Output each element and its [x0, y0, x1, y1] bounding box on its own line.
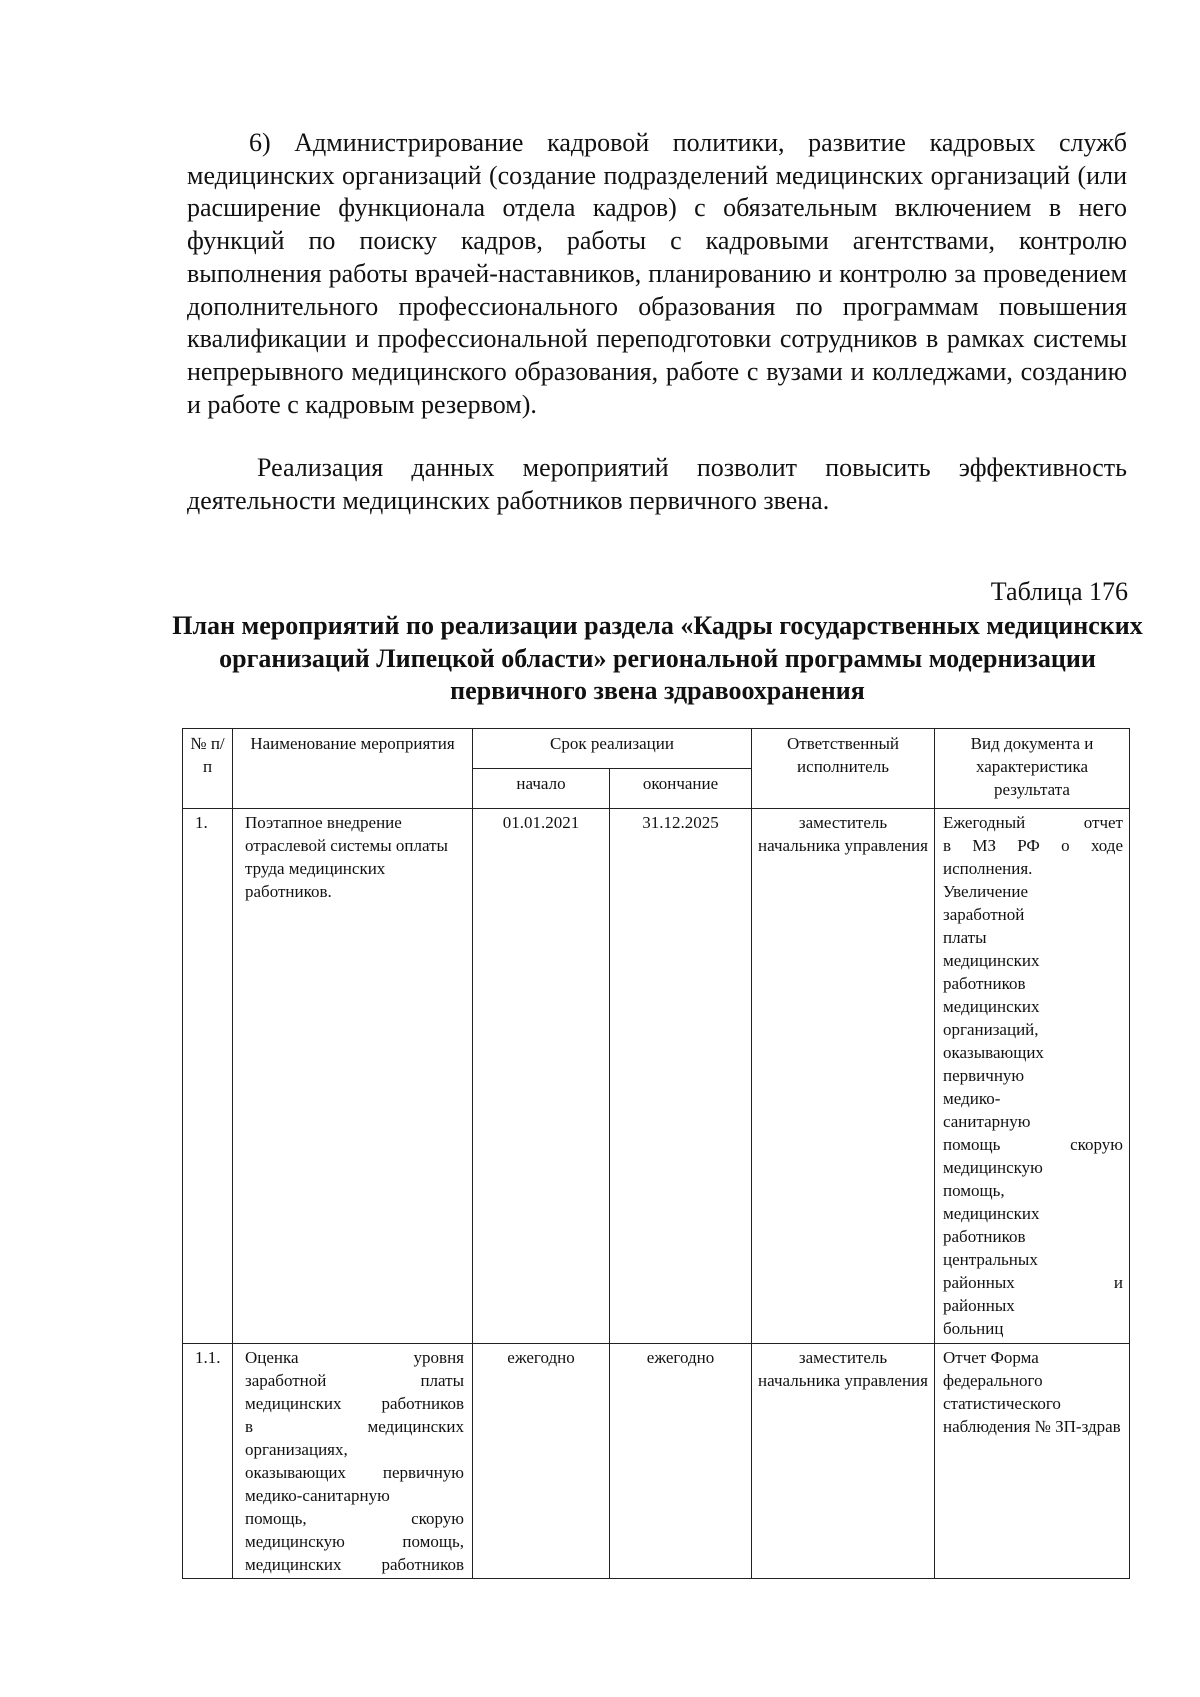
row-responsible: заместитель начальника управления: [752, 1344, 935, 1579]
header-start: начало: [473, 769, 610, 809]
result-line: районных: [943, 1296, 1015, 1315]
result-line: помощь скорую: [943, 1135, 1123, 1154]
header-period: Срок реализации: [473, 729, 752, 769]
row-responsible: заместитель начальника управления: [752, 809, 935, 1344]
name-line: в медицинских: [245, 1417, 464, 1436]
header-name: Наименование мероприятия: [233, 729, 473, 809]
plan-table: [182, 728, 1130, 1579]
header-result: Вид документа и характеристика результата: [935, 729, 1130, 809]
row-result: Отчет Форма федерального статистического наблюдения № ЗП-здрав: [935, 1344, 1130, 1579]
result-line: медицинскую: [943, 1158, 1043, 1177]
row-result: [935, 809, 1130, 1344]
name-line: медицинских работников: [245, 1394, 464, 1413]
name-line: заработной платы: [245, 1371, 464, 1390]
name-line: медицинских работников: [245, 1555, 464, 1574]
result-line: санитарную: [943, 1112, 1031, 1131]
name-line: медико-санитарную: [245, 1486, 390, 1505]
row-num: 1.: [183, 809, 233, 1344]
result-line: исполнения.: [943, 859, 1033, 878]
header-end: окончание: [610, 769, 752, 809]
table-label: Таблица 176: [990, 577, 1128, 606]
result-line: первичную: [943, 1066, 1025, 1085]
result-line: платы: [943, 928, 987, 947]
table-row: [183, 809, 1130, 1344]
row-start: 01.01.2021: [473, 809, 610, 1344]
result-line: медицинских: [943, 1204, 1040, 1223]
result-line: районных и: [943, 1273, 1123, 1292]
result-line: медико-: [943, 1089, 1001, 1108]
header-responsible: Ответственный исполнитель: [752, 729, 935, 809]
table-header-row: [183, 729, 1130, 769]
result-line: работников: [943, 1227, 1026, 1246]
result-line: Ежегодный отчет: [943, 813, 1123, 832]
row-name: [233, 1344, 473, 1579]
row-num: 1.1.: [183, 1344, 233, 1579]
name-line: помощь, скорую: [245, 1509, 464, 1528]
table-title: План мероприятий по реализации раздела «Кадры государственных медицинских организаций Липецкой области» региональной программы модернизации первичного звена здравоохранения: [172, 611, 1143, 705]
result-line: заработной: [943, 905, 1025, 924]
result-line: больниц: [943, 1319, 1004, 1338]
result-line: в МЗ РФ о ходе: [943, 836, 1123, 855]
result-line: оказывающих: [943, 1043, 1044, 1062]
name-line: оказывающих первичную: [245, 1463, 464, 1482]
result-line: центральных: [943, 1250, 1038, 1269]
name-line: медицинскую помощь,: [245, 1532, 464, 1551]
result-line: медицинских: [943, 951, 1040, 970]
name-line: Оценка уровня: [245, 1348, 464, 1367]
result-line: работников: [943, 974, 1026, 993]
result-line: Увеличение: [943, 882, 1029, 901]
result-line: организаций,: [943, 1020, 1039, 1039]
paragraph-implementation: Реализация данных мероприятий позволит повысить эффективность деятельности медицинских работников первичного звена.: [187, 453, 1127, 515]
row-end: ежегодно: [610, 1344, 752, 1579]
result-line: медицинских: [943, 997, 1040, 1016]
result-line: помощь,: [943, 1181, 1005, 1200]
paragraph-hr-administration: 6) Администрирование кадровой политики, развитие кадровых служб медицинских организаций (создание подразделений медицинских организаций (или расширение функционала отдела кадров) с обязательным включением в него функций по поиску кадров, работы с кадровыми агентствами, контролю выполнения работы врачей-наставников, планированию и контролю за проведением дополнительного профессионального образования по программам повышения квалификации и профессиональной переподготовки сотрудников в рамках системы непрерывного медицинского образования, работе с вузами и колледжами, созданию и работе с кадровым резервом).: [187, 128, 1127, 419]
row-name: Поэтапное внедрение отраслевой системы оплаты труда медицинских работников.: [233, 809, 473, 1344]
row-start: ежегодно: [473, 1344, 610, 1579]
name-line: организациях,: [245, 1440, 348, 1459]
row-end: 31.12.2025: [610, 809, 752, 1344]
table-row: [183, 1344, 1130, 1579]
header-num: № п/п: [183, 729, 233, 809]
